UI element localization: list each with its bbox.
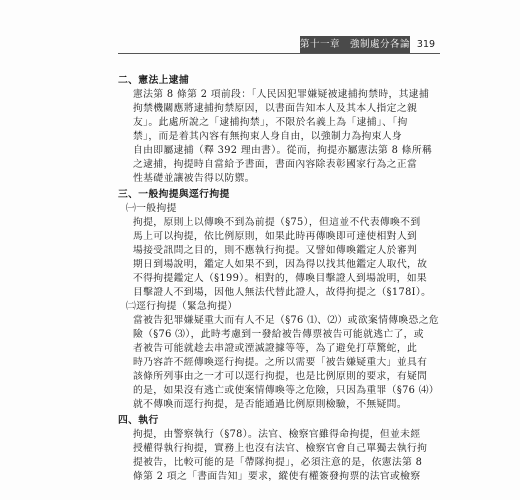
- body-line: 當被告犯罪嫌疑重大而有人不足（§76 ⑴、⑵）或欲案情傳喚恐之危: [133, 315, 439, 326]
- body-line: 拘禁機關應將逮捕拘禁原因，以書面告知本人及其本人指定之親: [133, 103, 418, 114]
- body-line: ㈠一般拘提: [126, 203, 177, 214]
- body-line: 之逮捕，拘提時自當給予書面，書面內容除表彰國家行為之正當: [133, 159, 418, 170]
- body-line: 馬上可以拘提，依比例原則，如果此時再傳喚即可達使相對人到: [133, 231, 418, 242]
- body-line: 自由即屬逮捕（釋 392 理由書）。從而，拘提亦屬憲法第 8 條所稱: [133, 145, 433, 156]
- body-line: 就不傳喚而逕行拘提，是否能通過比例原則檢驗，不無疑問。: [133, 399, 407, 410]
- chapter-header: 第十一章 強制處分各論: [300, 36, 410, 53]
- body-line: 險（§76 ⑶），此時考慮到一發給被告傳票被告可能就逃亡了，或: [133, 329, 424, 340]
- page-number: 319: [416, 39, 436, 50]
- body-line: 提被告，比較可能的是「帶隊拘提」，必須注意的是，依憲法第 8: [133, 457, 423, 468]
- body-line: 目擊證人不到場，因他人無法代替此證人，故得拘提之（§178Ⅰ）。: [133, 287, 432, 298]
- body-line: 該條所列事由之一才可以逕行拘提，也是比例原則的要求，有疑問: [133, 371, 428, 382]
- body-line: 的是，如果沒有逃亡或使案情傳喚等之危險，只因為重罪（§76 ⑷）: [133, 385, 439, 396]
- body-line: 拘提，由警察執行（§78）。法官、檢察官雖得命拘提，但並未經: [133, 429, 421, 440]
- body-line: 授權得執行拘提，實務上也沒有法官、檢察官會自己單獨去執行拘: [133, 443, 428, 454]
- header-rule: [118, 53, 440, 54]
- body-line: 拘提，原則上以傳喚不到為前提（§75），但這並不代表傳喚不到: [133, 217, 421, 228]
- section-heading: 二、憲法上逮捕: [118, 75, 190, 86]
- body-line: 條第 2 項之「書面告知」要求，縱使有權簽發拘票的法官或檢察: [133, 471, 421, 482]
- body-line: 禁」，而是着其內容有無拘束人身自由，以強制力為拘束人身: [133, 131, 403, 142]
- body-line: 者被告可能就趁去串證或湮滅證據等等，為了避免打草驚蛇，此: [133, 343, 418, 354]
- body-line: 不得拘提鑑定人（§199）。相對的，傳喚目擊證人到場說明，如果: [133, 273, 428, 284]
- body-line: 性基礎並讓被告得以防禦。: [133, 173, 255, 184]
- body-line: ㈡逕行拘提（緊急拘提）: [126, 301, 238, 312]
- body-line: 期日到場說明，鑑定人如果不到，因為得以找其他鑑定人取代，故: [133, 259, 428, 270]
- section-heading: 三、一般拘提與逕行拘提: [118, 189, 230, 200]
- body-line: 友」。此處所說之「逮捕拘禁」，不限於名義上為「逮捕」、「拘: [133, 117, 408, 128]
- section-heading: 四、執行: [118, 415, 159, 426]
- body-line: 場接受訊問之目的，則不應執行拘提。又譬如傳喚鑑定人於審判: [133, 245, 418, 256]
- body-line: 時乃容許不經傳喚逕行拘提。之所以需要「被告嫌疑重大」並具有: [133, 357, 428, 368]
- body-line: 憲法第 8 條第 2 項前段：「人民因犯罪嫌疑被逮捕拘禁時，其逮捕: [133, 89, 430, 100]
